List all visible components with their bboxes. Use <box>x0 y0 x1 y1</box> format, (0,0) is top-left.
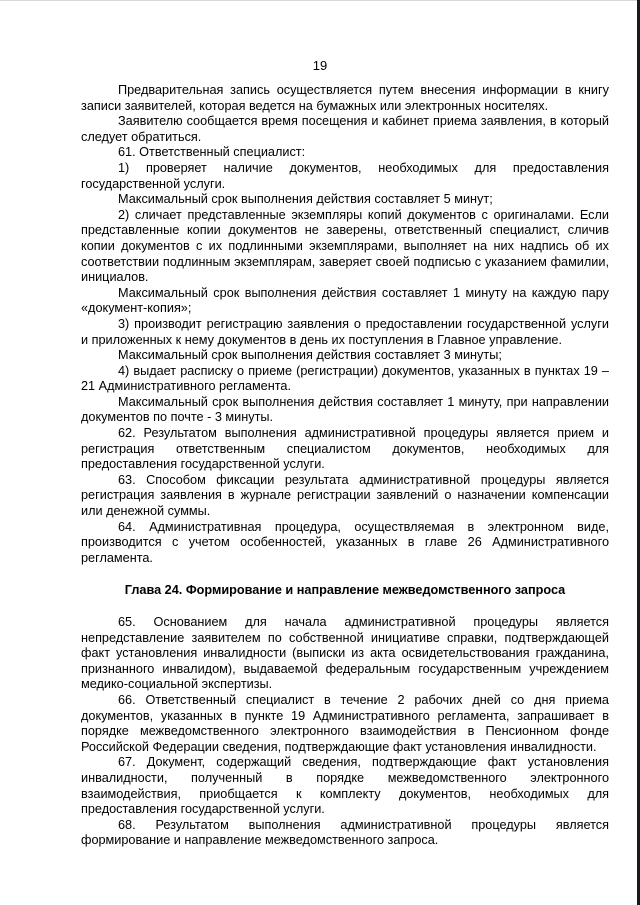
paragraph: 61. Ответственный специалист: <box>118 145 306 160</box>
chapter-heading: Глава 24. Формирование и направление межведомственного запроса <box>124 583 566 598</box>
paragraph: 2) сличает представленные экземпляры копий документов с оригиналами. Если представленные копии документов не заверены, ответственный специалист, сличив копии документов с их подлинными экземплярами, выполняет на них надпись об их соответствии подлинным экземплярам, заверяет своей подписью с указанием фамилии, инициалов. <box>81 207 609 285</box>
paragraph: 4) выдает расписку о приеме (регистрации) документов, указанных в пунктах 19 – 21 Административного регламента. <box>81 363 609 394</box>
paragraph: 3) производит регистрацию заявления о предоставлении государственной услуги и приложенных к нему документов в день их поступления в Главное управление. <box>81 316 609 347</box>
paragraph: 1) проверяет наличие документов, необходимых для предоставления государственной услуги. <box>81 160 609 191</box>
paragraph: Максимальный срок выполнения действия составляет 3 минуты; <box>118 348 502 363</box>
paragraph: Максимальный срок выполнения действия составляет 1 минуту на каждую пару «документ-копия»; <box>81 285 609 316</box>
paragraph: 68. Результатом выполнения административной процедуры является формирование и направление межведомственного запроса. <box>81 817 609 848</box>
paragraph: Заявителю сообщается время посещения и кабинет приема заявления, в который следует обратиться. <box>81 114 609 144</box>
paragraph: 62. Результатом выполнения административной процедуры является прием и регистрация ответственным специалистом документов, необходимых для предоставления государственной услуги. <box>81 426 609 472</box>
paragraph: 64. Административная процедура, осуществляемая в электронном виде, производится с учетом особенностей, указанных в главе 26 Административного регламента. <box>81 519 609 565</box>
page-number: 19 <box>312 58 328 73</box>
paragraph: 67. Документ, содержащий сведения, подтверждающие факт установления инвалидности, полученный в порядке межведомственного электронного взаимодействия, приобщается к комплекту документов, необходимых для предоставления государственной услуги. <box>81 755 609 817</box>
scan-edge-top <box>0 0 640 1</box>
paragraph: 66. Ответственный специалист в течение 2 рабочих дней со дня приема документов, указанных в пункте 19 Административного регламента, запрашивает в порядке межведомственного электронного взаимодействия в Пенсионном фонде Российской Федерации сведения, подтверждающие факт установления инвалидности. <box>81 692 609 754</box>
paragraph: Максимальный срок выполнения действия составляет 1 минуту, при направлении документов по почте - 3 минуты. <box>81 394 609 425</box>
document-body <box>81 83 609 849</box>
paragraph: 63. Способом фиксации результата административной процедуры является регистрация заявления в журнале регистрации заявлений о назначении компенсации или денежной суммы. <box>81 472 609 519</box>
paragraph: 65. Основанием для начала административной процедуры является непредставление заявителем по собственной инициативе справки, подтверждающей факт установления инвалидности (выписки из акта освидетельствования гражданина, признанного инвалидом), выдаваемой федеральным государственным учреждением медико-социальной экспертизы. <box>81 615 609 692</box>
paragraph: Максимальный срок выполнения действия составляет 5 минут; <box>118 192 493 207</box>
paragraph: Предварительная запись осуществляется путем внесения информации в книгу записи заявителей, которая ведется на бумажных или электронных носителях. <box>81 83 609 113</box>
